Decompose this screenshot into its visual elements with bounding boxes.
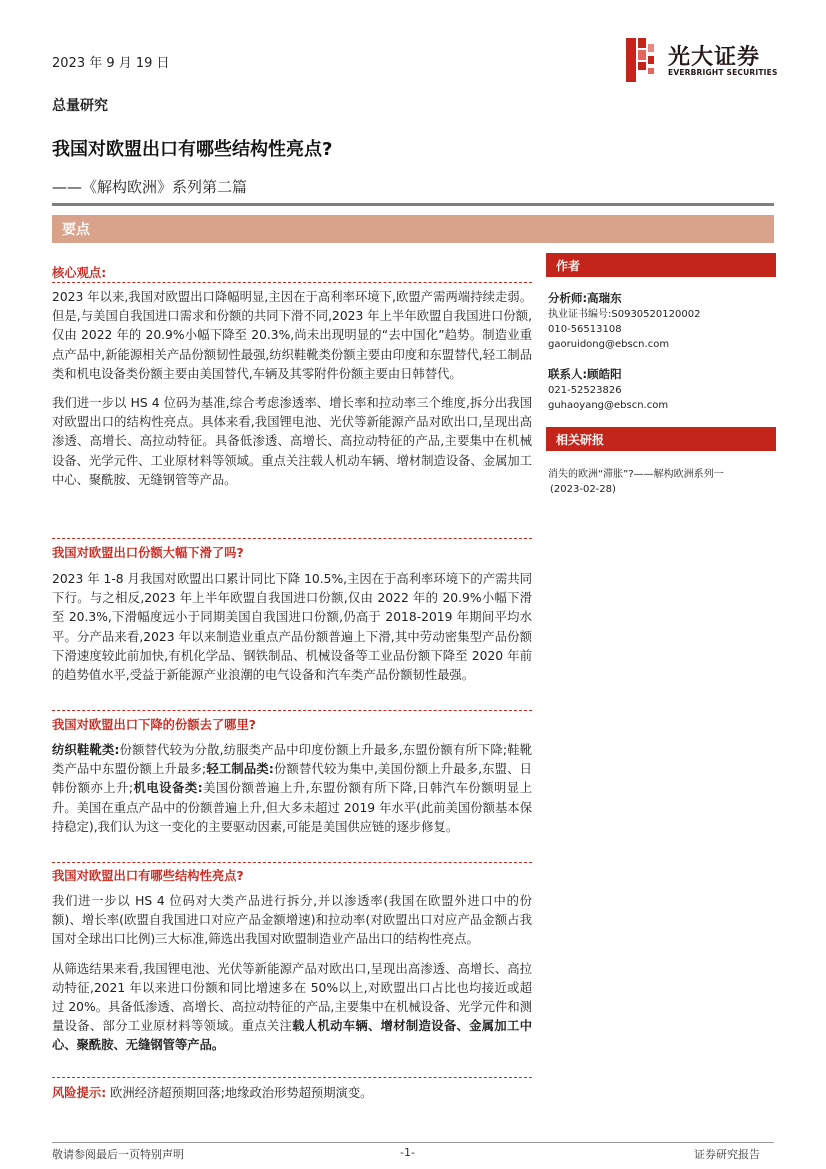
key-points-label: 要点 bbox=[62, 222, 90, 238]
q3-paragraph-1: 我们进一步以 HS 4 位码对大类产品进行拆分,并以渗透率(我国在欧盟外进口中的份额)、增长率(欧盟自我国进口对应产品金额增速)和拉动率(对欧盟出口对应产品金额占我国对全球出口比例)三大标准,筛选出我国对欧盟制造业产品出口的结构性亮点。 bbox=[52, 894, 532, 947]
q3-paragraph-2-text: 从筛选结果来看,我国锂电池、光伏等新能源产品对欧出口,呈现出高渗透、高增长、高拉动特征,2021 年以来进口份额和同比增速多在 50%以上,对欧盟出口占比也均接近或超过 20%。具备低渗透、高增长、高拉动特征的产品,主要集中在机械设备、光学元件和测量设备、部分工业原材料等领域。重点关注 bbox=[52, 961, 532, 1034]
light-industry-label: 轻工制品类: bbox=[206, 762, 274, 777]
mech-elec-label: 机电设备类: bbox=[133, 781, 203, 796]
footer-report-type: 证券研究报告 bbox=[694, 1148, 760, 1161]
contact-info bbox=[548, 367, 668, 413]
q3-paragraph-2 bbox=[52, 960, 532, 1056]
risk-label: 风险提示: bbox=[52, 1086, 107, 1100]
header-divider bbox=[52, 203, 774, 206]
logo-text-en: EVERBRIGHT SECURITIES bbox=[668, 68, 778, 77]
core-view-heading: 核心观点: bbox=[52, 266, 107, 280]
core-paragraph-2: 我们进一步以 HS 4 位码为基准,综合考虑渗透率、增长率和拉动率三个维度,拆分出我国对欧盟出口的结构性亮点。具体来看,我国锂电池、光伏等新能源产品对欧出口,呈现出高渗透、高增长、高拉动特征。具备低渗透、高增长、高拉动特征的产品,主要集中在机械设备、光学元件、工业原材料等领域。重点关注载人机动车辆、增材制造设备、金属加工中心、聚酰胺、无缝钢管等产品。 bbox=[52, 396, 532, 487]
contact-prefix: 联系人: bbox=[548, 367, 588, 381]
report-subtitle: ——《解构欧洲》系列第二篇 bbox=[52, 178, 248, 196]
core-view-body bbox=[52, 288, 532, 500]
analyst-name: 高瑞东 bbox=[587, 291, 622, 305]
section-divider bbox=[52, 710, 532, 712]
logo-text-cn: 光大证券 bbox=[668, 45, 761, 70]
author-label: 作者 bbox=[556, 259, 581, 273]
footer-divider bbox=[52, 1142, 774, 1143]
analyst-email[interactable]: gaoruidong@ebscn.com bbox=[548, 339, 670, 350]
section-divider bbox=[52, 282, 532, 284]
footer-disclaimer: 敬请参阅最后一页特别声明 bbox=[52, 1148, 184, 1161]
q1-body bbox=[52, 570, 532, 695]
contact-email[interactable]: guhaoyang@ebscn.com bbox=[548, 400, 669, 411]
related-research-title[interactable]: 消失的欧洲“滞胀”?——解构欧洲系列一 bbox=[548, 469, 724, 480]
report-category: 总量研究 bbox=[52, 98, 108, 114]
q3-heading: 我国对欧盟出口有哪些结构性亮点? bbox=[52, 869, 244, 883]
risk-text: 欧洲经济超预期回落;地缘政治形势超预期演变。 bbox=[110, 1086, 373, 1100]
contact-name: 顾皓阳 bbox=[587, 367, 622, 381]
key-points-bar bbox=[52, 215, 774, 243]
q3-highlight-products: 载人机动车辆、增材制造设备、金属加工中心、聚酰胺、无缝钢管等产品。 bbox=[52, 1019, 532, 1053]
q3-body bbox=[52, 892, 532, 1066]
mech-elec-text: 美国份额普遍上升,东盟份额有所下降,日韩汽车份额明显上升。美国在重点产品中的份额普遍上升,但大多未超过 2019 年水平(此前美国份额基本保持稳定),我们认为这一变化的主要驱动因素,可能是美国供应链的逐步修复。 bbox=[52, 781, 532, 834]
section-divider bbox=[52, 862, 532, 864]
risk-line bbox=[52, 1083, 372, 1101]
everbright-logo-icon bbox=[626, 38, 662, 82]
textile-text: 份额替代较为分散,纺服类产品中印度份额上升最多,东盟份额有所下降;鞋靴类产品中东盟份额上升最多; bbox=[52, 743, 532, 777]
analyst-info bbox=[548, 291, 700, 352]
section-divider bbox=[52, 538, 532, 540]
footer-page-number: -1- bbox=[400, 1146, 415, 1159]
core-paragraph-1: 2023 年以来,我国对欧盟出口降幅明显,主因在于高利率环境下,欧盟产需两端持续走弱。但是,与美国自我国进口需求和份额的共同下滑不同,2023 年上半年欧盟自我国进口份额,仅由 2022 年的 20.9%小幅下降至 20.3%,尚未出现明显的“去中国化”趋势。制造业重点产品中,新能源相关产品份额韧性最强,纺织鞋靴类份额主要由印度和东盟替代,轻工制品类和机电设备类份额主要由美国替代,车辆及其零附件份额主要由日韩替代。 bbox=[52, 290, 532, 381]
author-section-bar bbox=[546, 253, 776, 277]
analyst-phone: 010-56513108 bbox=[548, 324, 622, 335]
q1-heading: 我国对欧盟出口份额大幅下滑了吗? bbox=[52, 546, 244, 560]
q1-paragraph: 2023 年 1-8 月我国对欧盟出口累计同比下降 10.5%,主因在于高利率环境下的产需共同下行。与之相反,2023 年上半年欧盟自我国进口份额,仅由 2022 年的 20.9%小幅下滑至 20.3%,下滑幅度远小于同期美国自我国进口份额,仍高于 2018-2019 年期间平均水平。分产品来看,2023 年以来制造业重点产品份额普遍上下滑,其中劳动密集型产品份额下滑速度较此前加快,有机化学品、钢铁制品、机械设备等工业品份额下降至 2020 年前的趋势值水平,受益于新能源产业浪潮的电气设备和汽车类产品份额韧性最强。 bbox=[52, 572, 532, 683]
analyst-license: 执业证书编号:S0930520120002 bbox=[548, 309, 701, 320]
section-divider bbox=[52, 1077, 532, 1079]
related-research-date: (2023-02-28) bbox=[550, 484, 616, 495]
q2-heading: 我国对欧盟出口下降的份额去了哪里? bbox=[52, 718, 256, 732]
q2-paragraph bbox=[52, 741, 532, 837]
report-date: 2023 年 9 月 19 日 bbox=[52, 56, 170, 71]
light-industry-text: 份额替代较为集中,美国份额上升最多,东盟、日韩份额亦上升; bbox=[52, 762, 532, 796]
q2-body bbox=[52, 741, 532, 847]
textile-label: 纺织鞋靴类: bbox=[52, 743, 120, 757]
related-research-item[interactable] bbox=[548, 467, 724, 497]
related-research-label: 相关研报 bbox=[556, 433, 605, 447]
report-title: 我国对欧盟出口有哪些结构性亮点? bbox=[52, 139, 333, 160]
related-research-bar bbox=[546, 427, 776, 451]
contact-phone: 021-52523826 bbox=[548, 385, 622, 396]
analyst-prefix: 分析师: bbox=[548, 291, 588, 305]
